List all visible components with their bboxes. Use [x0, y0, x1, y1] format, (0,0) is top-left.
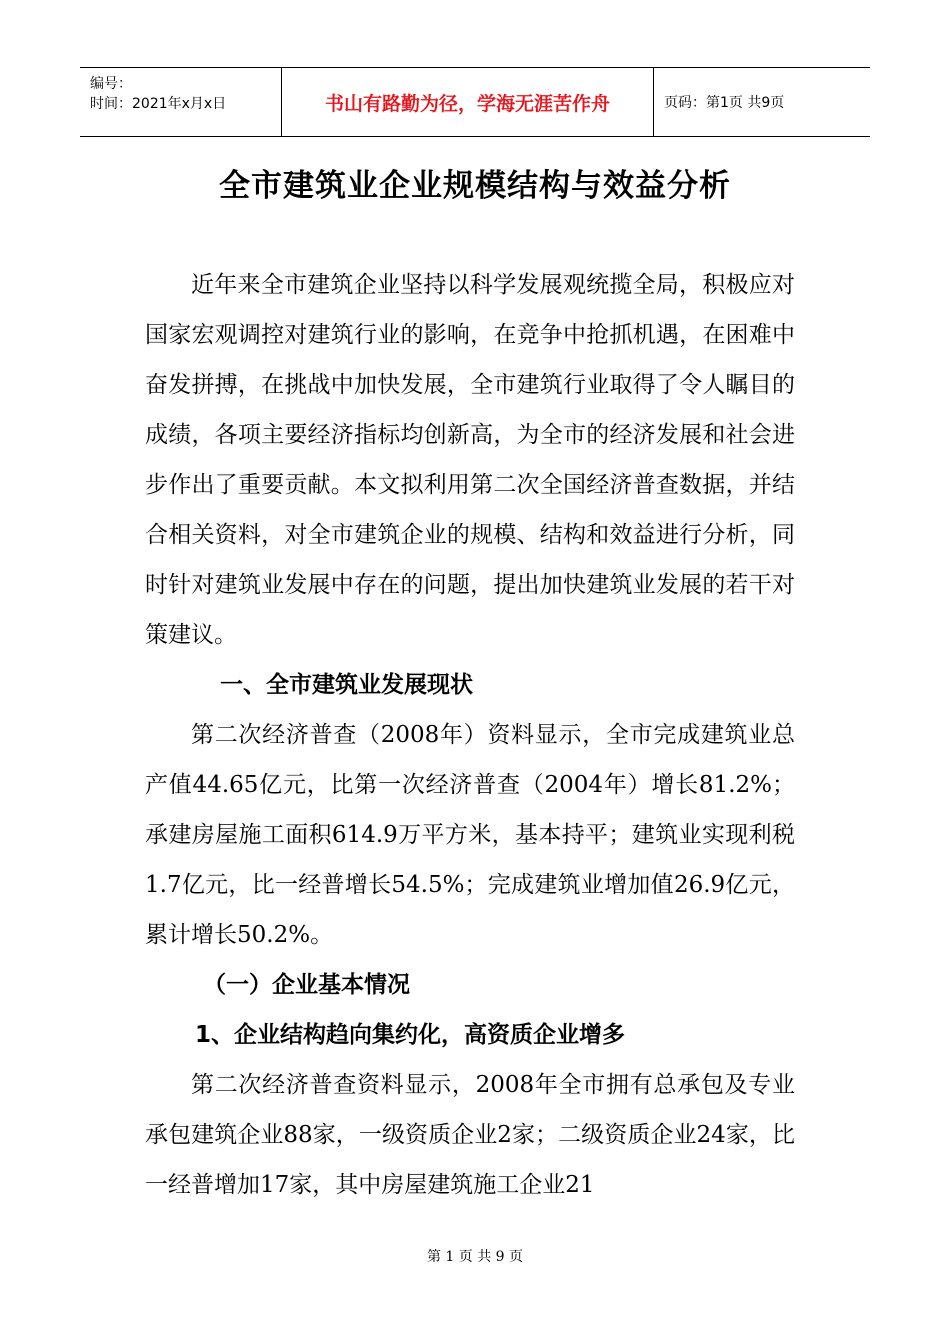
header-meta — [80, 68, 282, 136]
point-paragraph: 第二次经济普查资料显示，2008年全市拥有总承包及专业承包建筑企业88家，一级资质企业2家；二级资质企业24家，比一经普增加17家，其中房屋建筑施工企业21 — [145, 1072, 795, 1198]
subsection-heading: （一）企业基本情况 — [203, 972, 410, 998]
document-body — [145, 260, 795, 1210]
section-heading: 一、全市建筑业发展现状 — [220, 672, 473, 698]
document-header — [80, 67, 870, 137]
motto-text: 书山有路勤为径，学海无涯苦作舟 — [324, 92, 610, 115]
section-paragraph: 第二次经济普查（2008年）资料显示，全市完成建筑业总产值44.65亿元，比第一次经济普查（2004年）增长81.2%；承建房屋施工面积614.9万平方米，基本持平；建筑业实现利税1.7亿元，比一经普增长54.5%；完成建筑业增加值26.9亿元，累计增长50.2%。 — [145, 722, 795, 948]
intro-paragraph: 近年来全市建筑企业坚持以科学发展观统揽全局，积极应对国家宏观调控对建筑行业的影响，在竞争中抢抓机遇，在困难中奋发拼搏，在挑战中加快发展，全市建筑行业取得了令人瞩目的成绩，各项主要经济指标均创新高，为全市的经济发展和社会进步作出了重要贡献。本文拟利用第二次全国经济普查数据，并结合相关资料，对全市建筑企业的规模、结构和效益进行分析，同时针对建筑业发展中存在的问题，提出加快建筑业发展的若干对策建议。 — [145, 272, 795, 648]
document-title: 全市建筑业企业规模结构与效益分析 — [219, 168, 731, 204]
page-info-text: 页码：第1页 共9页 — [664, 95, 785, 111]
header-page-info — [654, 68, 870, 136]
time-label: 时间：2021年x月x日 — [90, 96, 227, 112]
header-motto — [282, 68, 654, 136]
number-label: 编号： — [90, 76, 132, 92]
page-footer: 第 1 页 共 9 页 — [426, 1249, 524, 1265]
point-heading: 1、企业结构趋向集约化，高资质企业增多 — [195, 1022, 626, 1048]
